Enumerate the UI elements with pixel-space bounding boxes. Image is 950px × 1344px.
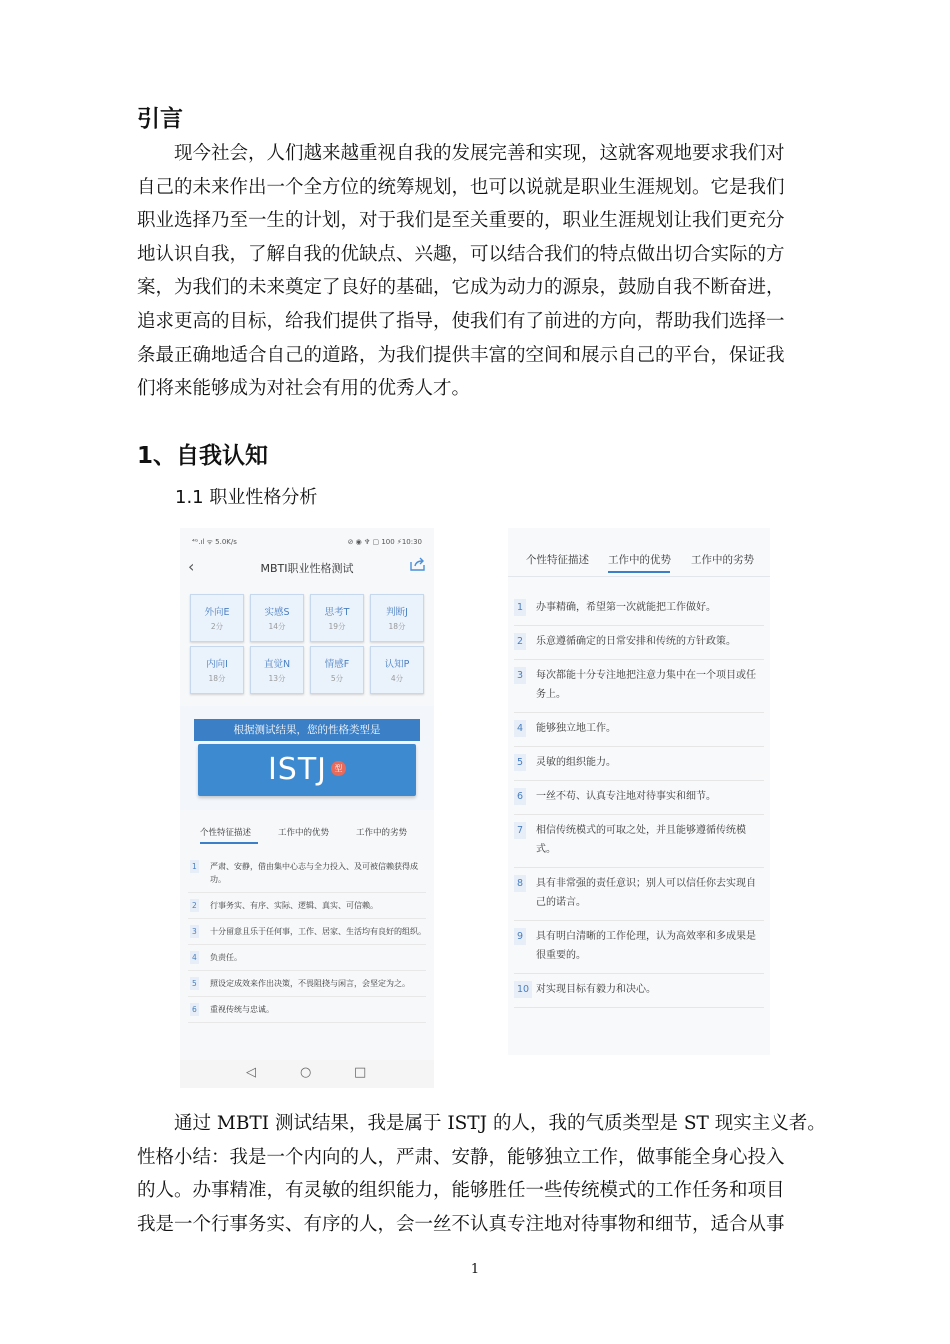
tab-weaknesses[interactable]: 工作中的劣势: [691, 554, 754, 566]
phone-tabs: [180, 826, 434, 848]
intro-line: 条最正确地适合自己的道路，为我们提供丰富的空间和展示自己的平台，保证我: [137, 344, 785, 366]
android-nav-bar: [180, 1060, 434, 1088]
nav-home-icon[interactable]: ○: [300, 1065, 312, 1080]
back-icon[interactable]: ‹: [188, 557, 195, 576]
score-cell: 思考T 19分: [310, 594, 364, 642]
status-left: ⁴ᴳ.ıl ᯤ 5.0K/s: [192, 538, 237, 546]
score-cell: 内向I 18分: [190, 646, 244, 694]
status-right: ⊘ ◉ ♆ ▢ 100 ⚡10:30: [347, 538, 422, 546]
tab-strengths[interactable]: 工作中的优势: [278, 828, 330, 838]
result-type-box: [198, 744, 416, 796]
list-item: 1 严肃、安静，借由集中心志与全力投入、及可被信赖获得成功。: [188, 854, 426, 893]
list-item: 8 具有非常强的责任意识；别人可以信任你去实现自己的诺言。: [514, 868, 764, 921]
intro-line: 们将来能够成为对社会有用的优秀人才。: [137, 378, 471, 400]
conclusion-line: 性格小结：我是一个内向的人，严肃、安静，能够独立工作，做事能全身心投入: [137, 1146, 785, 1168]
nav-back-icon[interactable]: ◁: [246, 1065, 256, 1080]
conclusion-line: 的人。办事精准，有灵敏的组织能力，能够胜任一些传统模式的工作任务和项目: [137, 1180, 785, 1202]
share-icon[interactable]: [410, 557, 426, 571]
tab-weaknesses[interactable]: 工作中的劣势: [356, 828, 408, 838]
mbti-phone-screenshot: [180, 528, 434, 1088]
tab-traits[interactable]: 个性特征描述: [526, 554, 589, 566]
list-item: 5 灵敏的组织能力。: [514, 747, 764, 781]
nav-recents-icon[interactable]: □: [354, 1065, 367, 1080]
intro-line: 地认识自我，了解自我的优缺点、兴趣，可以结合我们的特点做出切合实际的方: [137, 243, 785, 265]
page-number: 1: [470, 1262, 480, 1277]
intro-heading: 引言: [137, 106, 183, 132]
intro-line: 追求更高的目标，给我们提供了指导，使我们有了前进的方向，帮助我们选择一: [137, 310, 785, 332]
list-item: 7 相信传统模式的可取之处，并且能够遵循传统模式。: [514, 815, 764, 868]
score-cell: 判断J 18分: [370, 594, 424, 642]
active-tab-underline: [200, 842, 258, 844]
result-ribbon: 根据测试结果，您的性格类型是: [194, 719, 420, 741]
score-cell: 情感F 5分: [310, 646, 364, 694]
score-cell: 直觉N 13分: [250, 646, 304, 694]
list-item: 9 具有明白清晰的工作伦理，认为高效率和多成果是很重要的。: [514, 921, 764, 974]
conclusion-line: 通过 MBTI 测试结果，我是属于 ISTJ 的人，我的气质类型是 ST 现实主义者。: [174, 1113, 826, 1134]
conclusion-paragraph: [137, 1107, 826, 1241]
result-type: ISTJ: [267, 752, 328, 787]
score-cell: 认知P 4分: [370, 646, 424, 694]
intro-line: 职业选择乃至一生的计划，对于我们是至关重要的，职业生涯规划让我们更充分: [137, 210, 785, 232]
list-item: 2 乐意遵循确定的日常安排和传统的方针政策。: [514, 626, 764, 660]
section-heading: 1、自我认知: [137, 443, 269, 469]
trait-list: [188, 854, 426, 1023]
list-item: 3 十分留意且乐于任何事，工作、居家、生活均有良好的组织。: [188, 919, 426, 945]
strength-list: [514, 592, 764, 1008]
conclusion-line: 我是一个行事务实、有序的人，会一丝不认真专注地对待事物和细节，适合从事: [137, 1213, 785, 1235]
score-cell: 外向E 2分: [190, 594, 244, 642]
app-title: MBTI职业性格测试: [260, 562, 354, 575]
intro-line: 案，为我们的未来奠定了良好的基础，它成为动力的源泉，鼓励自我不断奋进，: [137, 277, 785, 299]
intro-paragraph: [137, 137, 785, 406]
subsection-heading: 1.1 职业性格分析: [175, 487, 318, 508]
result-badge: 型: [331, 761, 346, 776]
tab-strengths[interactable]: 工作中的优势: [608, 554, 671, 566]
score-cell: 实感S 14分: [250, 594, 304, 642]
strengths-screenshot: [508, 528, 770, 1055]
list-item: 2 行事务实、有序、实际、逻辑、真实、可信赖。: [188, 893, 426, 919]
intro-line: 自己的未来作出一个全方位的统筹规划，也可以说就是职业生涯规划。它是我们: [137, 176, 785, 198]
list-item: 3 每次都能十分专注地把注意力集中在一个项目或任务上。: [514, 660, 764, 713]
active-tab-underline: [608, 571, 670, 573]
intro-line: 现今社会，人们越来越重视自我的发展完善和实现，这就客观地要求我们对: [174, 143, 785, 164]
list-item: 10 对实现目标有毅力和决心。: [514, 974, 764, 1008]
list-item: 4 能够独立地工作。: [514, 713, 764, 747]
list-item: 6 重视传统与忠诚。: [188, 997, 426, 1023]
tab-divider: [508, 576, 770, 577]
list-item: 6 一丝不苟、认真专注地对待事实和细节。: [514, 781, 764, 815]
tab-traits[interactable]: 个性特征描述: [200, 828, 252, 838]
list-item: 1 办事精确，希望第一次就能把工作做好。: [514, 592, 764, 626]
strengths-tabs: [508, 552, 770, 582]
app-navbar: [180, 552, 434, 582]
list-item: 5 照设定成效来作出决策，不畏阻挠与闲言，会坚定为之。: [188, 971, 426, 997]
list-item: 4 负责任。: [188, 945, 426, 971]
